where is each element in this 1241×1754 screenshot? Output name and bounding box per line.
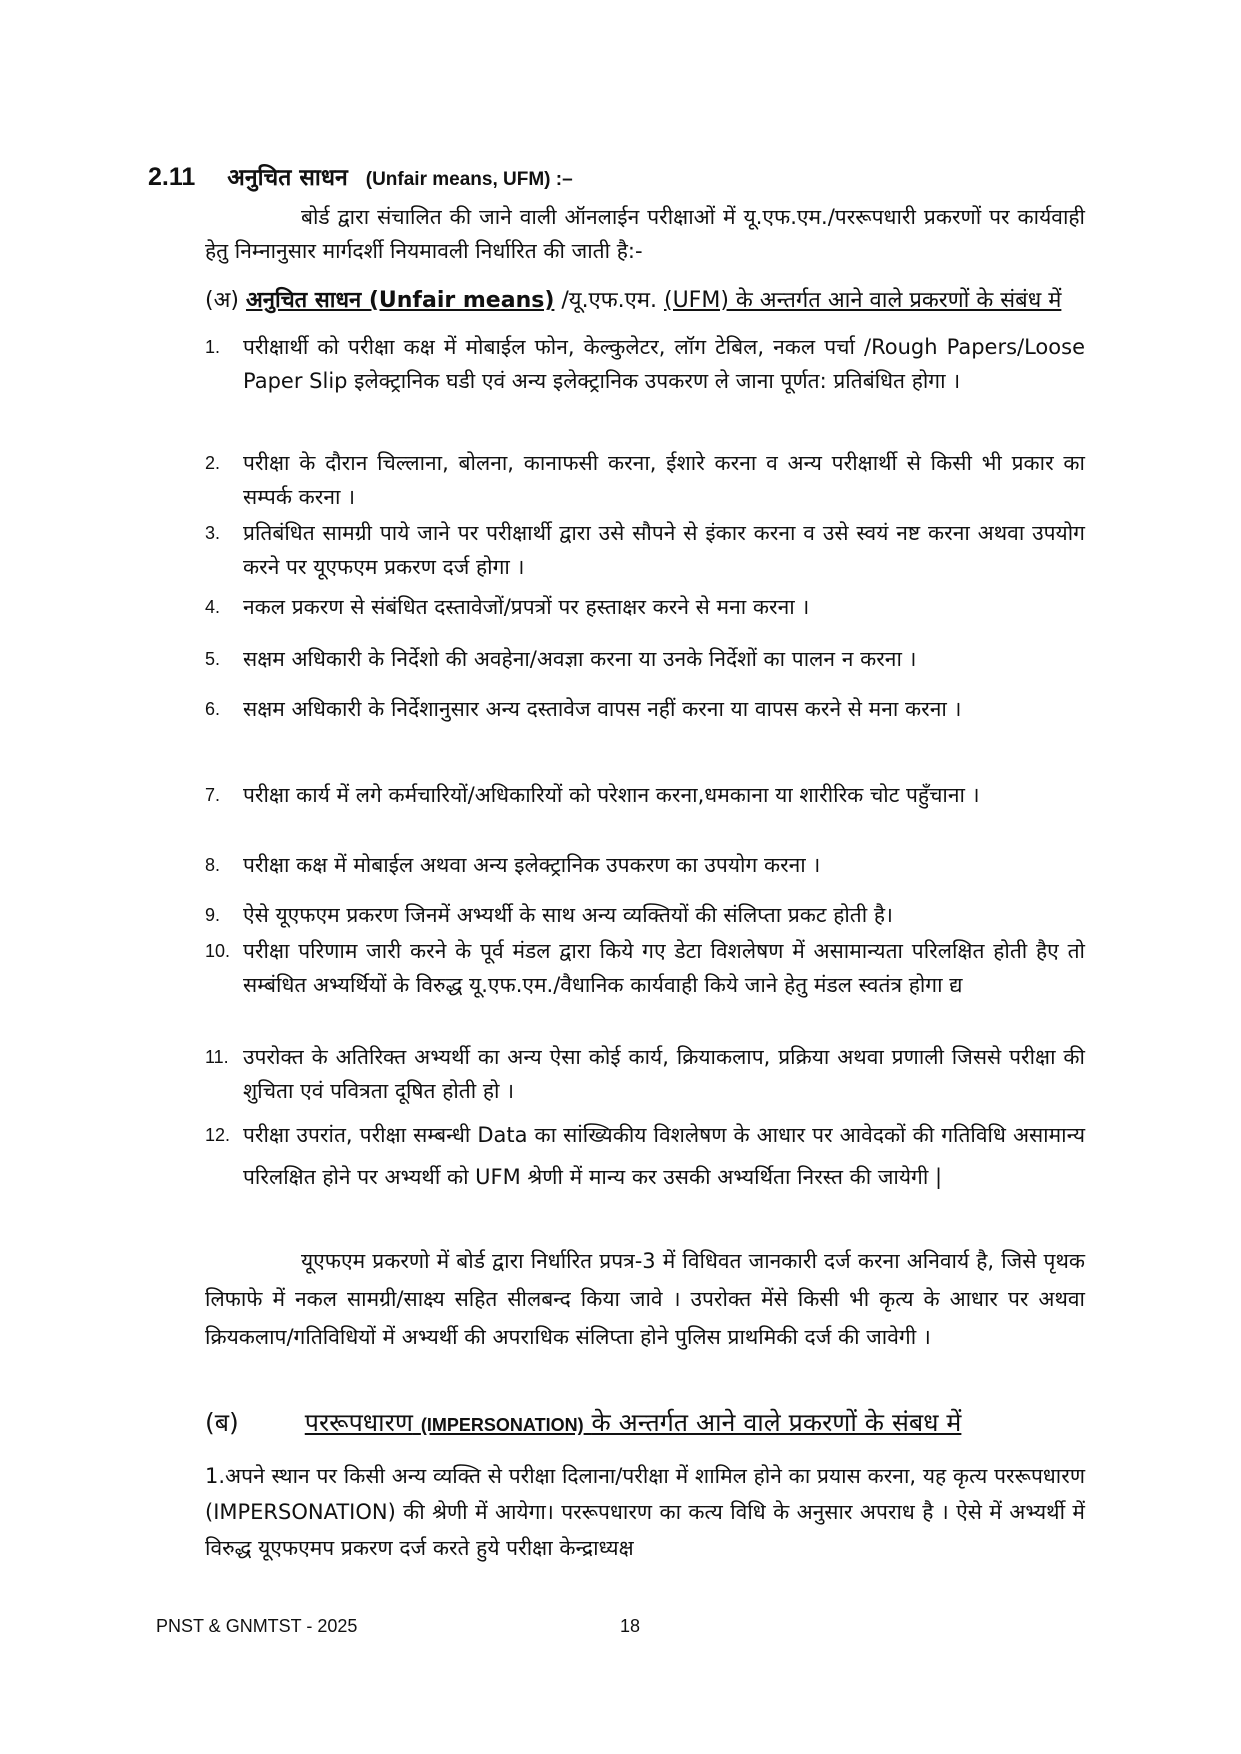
subsection-b-heading	[205, 1405, 961, 1439]
subsection-b-title-hindi: पररूपधारण	[304, 1408, 413, 1437]
subsection-b-marker: (ब)	[205, 1408, 239, 1437]
list-item	[205, 934, 1085, 1002]
subsection-a-tail: (UFM) के अन्तर्गत आने वाले प्रकरणों के संबंध में	[664, 288, 1062, 313]
list-item-text: परीक्षा कक्ष में मोबाईल अथवा अन्य इलेक्ट्रानिक उपकरण का उपयोग करना ।	[243, 853, 821, 877]
section-title-hindi: अनुचित साधन	[227, 165, 348, 191]
list-item-text: परीक्षा के दौरान चिल्लाना, बोलना, कानाफसी करना, ईशारे करना व अन्य परीक्षार्थी से किसी भी प्रकार का सम्पर्क करना ।	[243, 451, 1085, 509]
list-item-number: 4.	[205, 597, 221, 617]
list-item	[205, 1040, 1085, 1108]
list-item-number: 12.	[205, 1125, 231, 1145]
list-item-text: परीक्षार्थी को परीक्षा कक्ष में मोबाईल फोन, केल्कुलेटर, लॉग टेबिल, नकल पर्चा /Rough Papers/Loose Paper Slip इलेक्ट्रानिक घडी एवं अन्य इलेक्ट्रानिक उपकरण ले जाना पूर्णत: प्रतिबंधित होगा ।	[243, 335, 1085, 393]
list-item	[205, 1114, 1085, 1198]
subsection-a-middle: /यू.एफ.एम.	[561, 288, 657, 313]
subsection-a-title: अनुचित साधन (Unfair means)	[245, 288, 555, 313]
section-number: 2.11	[148, 163, 196, 191]
list-item-number: 7.	[205, 785, 221, 805]
list-item	[205, 516, 1085, 584]
list-item-text: नकल प्रकरण से संबंधित दस्तावेजों/प्रपत्रों पर हस्ताक्षर करने से मना करना ।	[243, 595, 810, 619]
list-item-text: सक्षम अधिकारी के निर्देशानुसार अन्य दस्तावेज वापस नहीं करना या वापस करने से मना करना ।	[243, 697, 962, 721]
list-item-number: 10.	[205, 941, 231, 961]
closing-paragraph: यूएफएम प्रकरणो में बोर्ड द्वारा निर्धारित प्रपत्र-3 में विधिवत जानकारी दर्ज करना अनिवार्य है, जिसे पृथक लिफाफे में नकल सामग्री/साक्ष्य सहित सीलबन्द किया जावे । उपरोक्त मेंसे किसी भी कृत्य के आधार पर अथवा क्रियकलाप/गतिविधियों में अभ्यर्थी की अपराधिक संलिप्ता होने पुलिस प्राथमिकी दर्ज की जावेगी ।	[205, 1249, 1085, 1349]
list-item-text: परीक्षा उपरांत, परीक्षा सम्बन्धी Data का सांख्यिकीय विशलेषण के आधार पर आवेदकों की गतिविधि असामान्य परिलक्षित होने पर अभ्यर्थी को UFM श्रेणी में मान्य कर उसकी अभ्यर्थिता निरस्त की जायेगी |	[243, 1123, 1085, 1189]
list-item-number: 9.	[205, 905, 221, 925]
list-item-text: ऐसे यूएफएम प्रकरण जिनमें अभ्यर्थी के साथ अन्य व्यक्तियों की संलिप्ता प्रकट होती है।	[243, 903, 893, 927]
list-item	[205, 446, 1085, 514]
list-item-number: 3.	[205, 523, 221, 543]
list-item-text: प्रतिबंधित सामग्री पाये जाने पर परीक्षार्थी द्वारा उसे सौपने से इंकार करना व उसे स्वयं नष्ट करना अथवा उपयोग करने पर यूएफएम प्रकरण दर्ज होगा ।	[243, 521, 1085, 579]
list-item-text: परीक्षा परिणाम जारी करने के पूर्व मंडल द्वारा किये गए डेटा विशलेषण में असामान्यता परिलक्षित होती हैए तो सम्बंधित अभ्यर्थियों के विरुद्ध यू.एफ.एम./वैधानिक कार्यवाही किये जाने हेतु मंडल स्वतंत्र होगा द्य	[243, 939, 1085, 997]
subsection-b-title	[305, 1408, 962, 1437]
list-item-number: 5.	[205, 649, 221, 669]
list-item-text: उपरोक्त के अतिरिक्त अभ्यर्थी का अन्य ऐसा कोई कार्य, क्रियाकलाप, प्रक्रिया अथवा प्रणाली जिससे परीक्षा की शुचिता एवं पवित्रता दूषित होती हो ।	[243, 1045, 1085, 1103]
subsection-b-title-english: (IMPERSONATION)	[420, 1415, 584, 1435]
list-item	[205, 642, 1085, 676]
impersonation-paragraph: 1.अपने स्थान पर किसी अन्य व्यक्ति से परीक्षा दिलाना/परीक्षा में शामिल होने का प्रयास करना, यह कृत्य पररूपधारण (IMPERSONATION) की श्रेणी में आयेगा। पररूपधारण का कत्य विधि के अनुसार अपराध है । ऐसे में अभ्यर्थी में विरुद्ध यूएफएमप प्रकरण दर्ज करते हुये परीक्षा केन्द्राध्यक्ष	[205, 1464, 1085, 1560]
intro-paragraph: बोर्ड द्वारा संचालित की जाने वाली ऑनलाईन परीक्षाओं में यू.एफ.एम./पररूपधारी प्रकरणों पर कार्यवाही हेतु निम्नानुसार मार्गदर्शी नियमावली निर्धारित की जाती है:-	[205, 205, 1085, 263]
subsection-b-tail: के अन्तर्गत आने वाले प्रकरणों के संबध में	[591, 1408, 962, 1437]
section-title-english: (Unfair means, UFM) :–	[365, 169, 573, 190]
page-number: 18	[620, 1616, 641, 1636]
list-item-number: 1.	[205, 337, 221, 357]
list-item-text: परीक्षा कार्य में लगे कर्मचारियों/अधिकारियों को परेशान करना,धमकाना या शारीरिक चोट पहुँचाना ।	[243, 783, 980, 807]
list-item	[205, 898, 1085, 932]
list-item	[205, 692, 1085, 726]
list-item-text: सक्षम अधिकारी के निर्देशो की अवहेना/अवज्ञा करना या उनके निर्देशों का पालन न करना ।	[243, 647, 917, 671]
list-item-number: 6.	[205, 699, 221, 719]
footer-exam-name: PNST & GNMTST - 2025	[156, 1616, 358, 1636]
subsection-a-heading	[205, 284, 1061, 314]
list-item	[205, 778, 1085, 812]
subsection-a-marker: (अ)	[205, 288, 239, 313]
list-item-number: 2.	[205, 453, 221, 473]
list-item	[205, 848, 1085, 882]
list-item	[205, 330, 1085, 398]
list-item-number: 8.	[205, 855, 221, 875]
list-item-number: 11.	[205, 1047, 229, 1067]
list-item	[205, 590, 1085, 624]
section-heading	[148, 160, 573, 192]
